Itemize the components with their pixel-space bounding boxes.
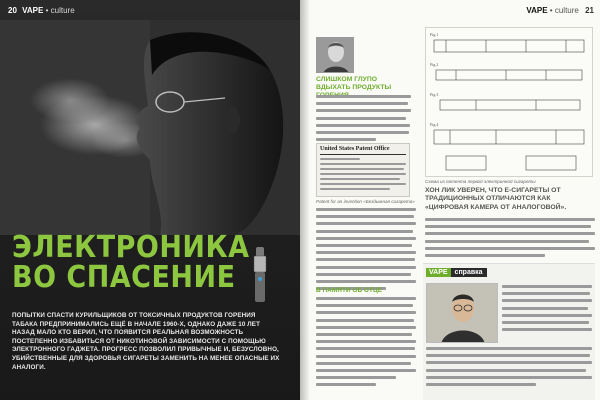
left-page-number: 20	[8, 6, 17, 15]
title-line-1: ЭЛЕКТРОНИКА	[12, 230, 250, 265]
ref-brand: VAPE	[426, 268, 451, 277]
ref-label: справка	[451, 268, 487, 277]
ecigarette-device-icon	[245, 245, 275, 305]
left-section: culture	[50, 6, 75, 15]
reference-text-bottom	[426, 347, 592, 390]
patent-header: United States Patent Office	[320, 146, 390, 152]
right-folio: VAPE • culture 21	[526, 6, 594, 15]
pull-quote: ХОН ЛИК УВЕРЕН, ЧТО Е-СИГАРЕТЫ ОТ ТРАДИЦИОННЫХ ОТЛИЧАЮТСЯ КАК «ЦИФРОВАЯ КАМЕРА ОТ АНАЛОГОВОЙ».	[425, 187, 567, 211]
inventor-portrait	[316, 37, 354, 73]
reference-box-header	[426, 266, 487, 278]
body-text-col1-bottom	[316, 297, 416, 390]
title-line-2: ВО СПАСЕНИЕ	[12, 260, 236, 295]
svg-text:Fig.2: Fig.2	[430, 62, 439, 67]
section-heading-memory: В ПАМЯТИ ОБ ОТЦЕ	[316, 287, 383, 294]
body-text-col1-top	[316, 95, 411, 145]
reference-text-right	[502, 285, 592, 335]
right-brand: VAPE	[526, 6, 548, 15]
drawing-caption: Схема из патента первой электронной сигареты	[425, 179, 536, 184]
svg-text:Fig.3: Fig.3	[430, 92, 439, 97]
left-folio: 20 VAPE • culture	[8, 6, 75, 15]
section-heading-left: СЛИШКОМ ГЛУПО ВДЫХАТЬ ПРОДУКТЫ	[316, 76, 392, 91]
article-title	[12, 230, 252, 295]
body-text-col2	[425, 218, 595, 261]
body-text-col1	[316, 208, 416, 294]
patent-technical-drawing	[425, 27, 593, 177]
patent-document-image	[316, 143, 410, 197]
hon-lik-photo	[426, 283, 498, 343]
svg-text:Fig.4: Fig.4	[430, 122, 439, 127]
right-page-number: 21	[585, 6, 594, 15]
svg-text:Fig.1: Fig.1	[430, 32, 439, 37]
left-brand: VAPE	[22, 6, 44, 15]
hero-photo-man-exhaling-vapor	[0, 20, 300, 235]
article-lead: ПОПЫТКИ СПАСТИ КУРИЛЬЩИКОВ ОТ ТОКСИЧНЫХ ПРОДУКТОВ ГОРЕНИЯ ТАБАКА ПРЕДПРИНИМАЛИСЬ ЕЩЁ В НАЧАЛЕ 1960-Х, ОДНАКО ДАЖЕ 10 ЛЕТ НАЗАД МАЛО КТО ВЕРИЛ, ЧТО ПОЯВИТСЯ РЕАЛЬНАЯ ВОЗМОЖНОСТЬ ПОСТЕПЕННО ИЗБАВИТЬСЯ ОТ НИКОТИНОВОЙ ЗАВИСИМОСТИ С ПОМОЩЬЮ ЭЛЕКТРОННОГО ГАДЖЕТА. ПРОГРЕСС ПОЗВОЛИЛ ПРИВЫЧНЫЕ И, БЕЗУСЛОВНО, УБИЙСТВЕННЫЕ ДЛЯ ЗДОРОВЬЯ СИГАРЕТЫ ЗАМЕНИТЬ НА МЕНЕЕ ОПАСНЫЕ ИХ АНАЛОГИ.	[12, 312, 280, 371]
right-section: culture	[554, 6, 579, 15]
patent-caption: Patent for an invention «Бездымная сигарета»	[316, 199, 415, 204]
